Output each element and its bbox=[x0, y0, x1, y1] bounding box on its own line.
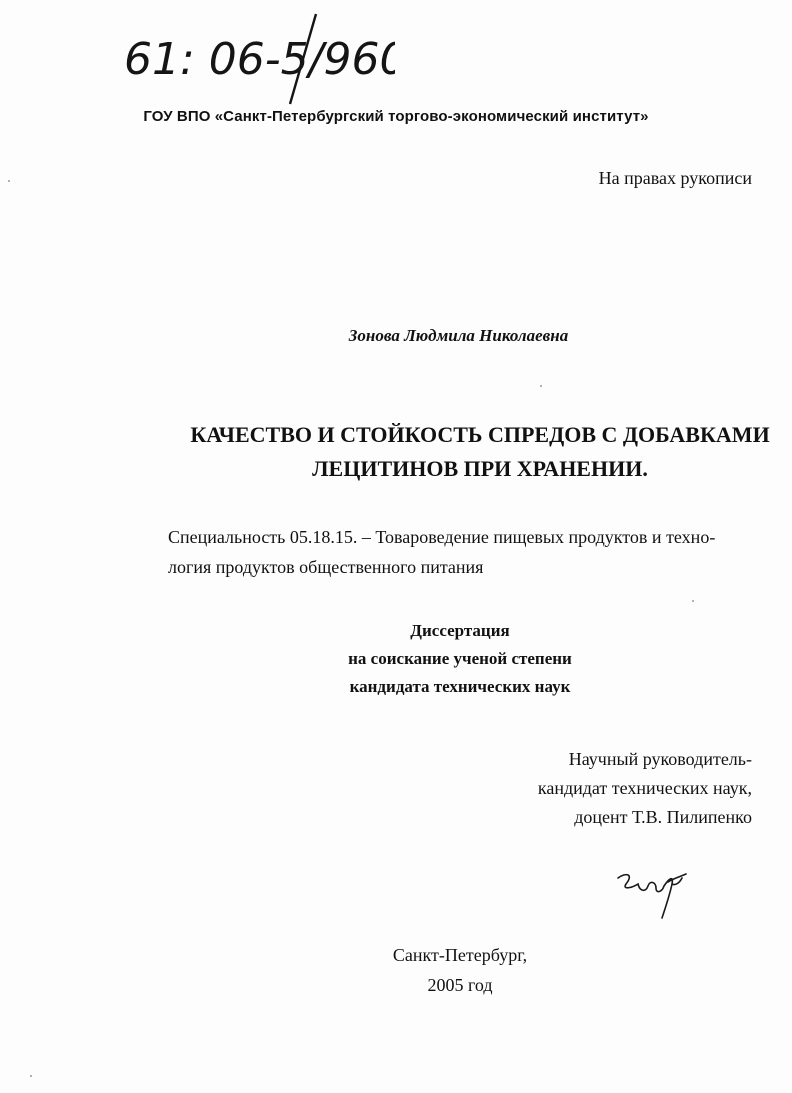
place-and-year bbox=[380, 940, 540, 1000]
handwritten-text: 61: 06-5/960 bbox=[124, 34, 395, 85]
scan-speck bbox=[692, 600, 694, 602]
supervisor-line-3: доцент Т.В. Пилипенко bbox=[574, 807, 752, 827]
handwritten-signature bbox=[612, 862, 692, 922]
specialty-text bbox=[168, 522, 756, 582]
specialty-line-2: логия продуктов общественного питания bbox=[168, 557, 484, 577]
dissertation-title bbox=[160, 418, 792, 486]
year: 2005 год bbox=[427, 975, 493, 995]
supervisor-block bbox=[538, 745, 752, 832]
scan-speck bbox=[540, 385, 542, 387]
signature-drawing bbox=[612, 862, 692, 922]
handwritten-number-drawing bbox=[120, 12, 395, 107]
signature-stroke bbox=[618, 874, 686, 918]
supervisor-line-1: Научный руководитель- bbox=[568, 749, 752, 769]
title-line-2: ЛЕЦИТИНОВ ПРИ ХРАНЕНИИ. bbox=[312, 456, 648, 481]
title-line-1: КАЧЕСТВО И СТОЙКОСТЬ СПРЕДОВ С ДОБАВКАМИ bbox=[190, 422, 770, 447]
degree-line-3: кандидата технических наук bbox=[349, 677, 571, 696]
degree-line-2: на соискание ученой степени bbox=[348, 649, 572, 668]
scan-speck bbox=[8, 180, 10, 182]
scan-speck bbox=[30, 1075, 32, 1077]
institute-name: ГОУ ВПО «Санкт-Петербургский торгово-экономический институт» bbox=[143, 108, 649, 125]
specialty-line-1: Специальность 05.18.15. – Товароведение пищевых продуктов и техно- bbox=[168, 527, 716, 547]
author-name: Зонова Людмила Николаевна bbox=[348, 326, 569, 345]
city-name: Санкт-Петербург, bbox=[392, 945, 528, 965]
degree-line-1: Диссертация bbox=[410, 621, 510, 640]
supervisor-line-2: кандидат технических наук, bbox=[537, 778, 752, 798]
degree-block bbox=[300, 617, 620, 701]
rights-note: На правах рукописи bbox=[598, 168, 752, 188]
handwritten-archive-number bbox=[120, 12, 395, 107]
